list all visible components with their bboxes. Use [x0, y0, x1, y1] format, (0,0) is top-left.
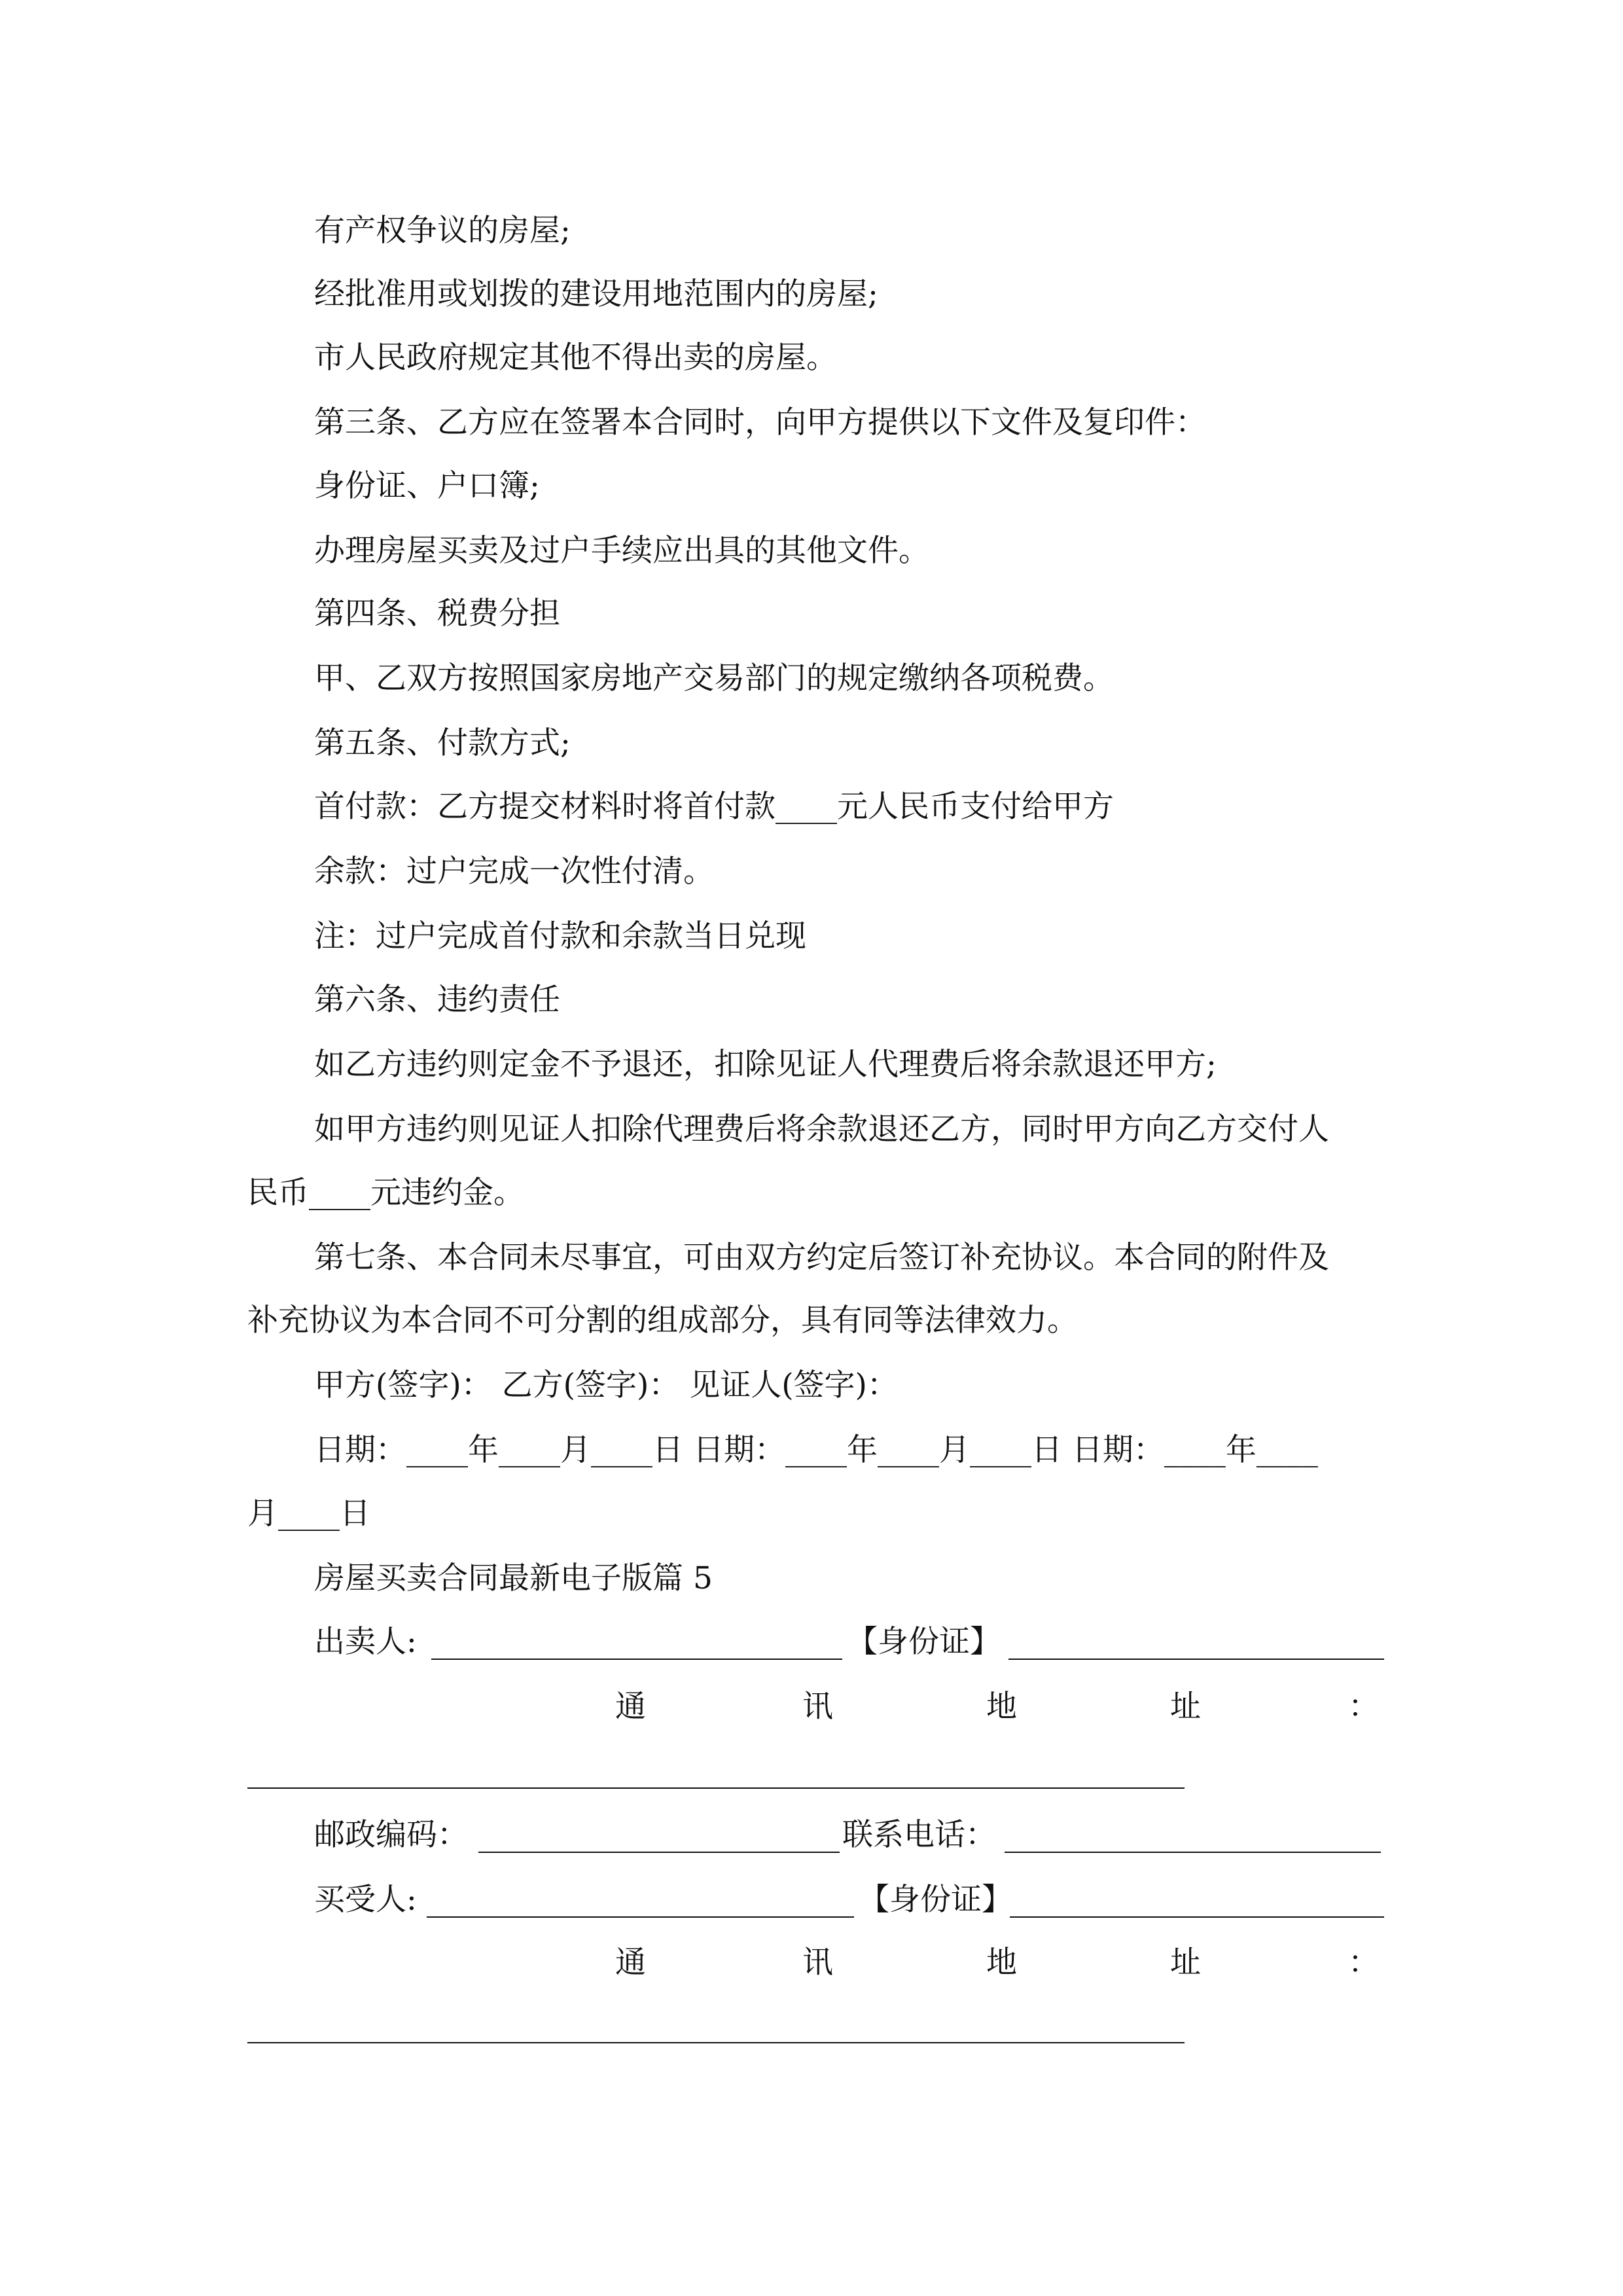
seller-id-field[interactable]	[1008, 1659, 1384, 1660]
seller-address-field[interactable]	[247, 1787, 1185, 1789]
buyer-address-char: 址	[1170, 1945, 1201, 1981]
seller-address-char: ：	[1348, 1689, 1379, 1725]
buyer-name-field[interactable]	[427, 1916, 854, 1918]
text-line: 市人民政府规定其他不得出卖的房屋。	[314, 340, 837, 376]
buyer-address-char: 通	[615, 1945, 646, 1981]
article-6-heading: 第六条、违约责任	[314, 982, 560, 1018]
text-line: 有产权争议的房屋;	[314, 213, 571, 249]
buyer-address-char: 讯	[802, 1945, 833, 1981]
text-line: 如乙方违约则定金不予退还，扣除见证人代理费后将余款退还甲方;	[314, 1047, 1217, 1083]
date-line-cont: 月____日	[247, 1496, 370, 1532]
buyer-address-char: 地	[986, 1945, 1017, 1981]
article-5-heading: 第五条、付款方式;	[314, 725, 571, 761]
buyer-address-char: ：	[1348, 1945, 1379, 1981]
text-line: 经批准用或划拨的建设用地范围内的房屋;	[314, 276, 878, 312]
signature-line: 甲方(签字)： 乙方(签字)： 见证人(签字)：	[314, 1367, 898, 1403]
text-line: 如甲方违约则见证人扣除代理费后将余款退还乙方，同时甲方向乙方交付人	[314, 1111, 1329, 1147]
article-4-heading: 第四条、税费分担	[314, 596, 560, 632]
text-line: 首付款：乙方提交材料时将首付款____元人民币支付给甲方	[314, 789, 1114, 825]
text-line: 补充协议为本合同不可分割的组成部分，具有同等法律效力。	[247, 1302, 1078, 1338]
seller-label: 出卖人:	[314, 1624, 417, 1660]
postcode-label: 邮政编码：	[314, 1817, 468, 1853]
section-title: 房屋买卖合同最新电子版篇 5	[314, 1560, 713, 1596]
seller-address-char: 讯	[802, 1689, 833, 1725]
text-line: 注：过户完成首付款和余款当日兑现	[314, 918, 806, 954]
article-7-text: 第七条、本合同未尽事宜，可由双方约定后签订补充协议。本合同的附件及	[314, 1240, 1329, 1276]
phone-label: 联系电话：	[842, 1817, 996, 1853]
seller-address-char: 通	[615, 1689, 646, 1725]
text-line: 民币____元违约金。	[247, 1175, 524, 1211]
buyer-label: 买受人:	[314, 1882, 417, 1918]
seller-name-field[interactable]	[431, 1659, 842, 1660]
seller-id-label: 【身份证】	[847, 1624, 1001, 1660]
date-line: 日期：____年____月____日 日期：____年____月____日 日期：____年____	[314, 1432, 1318, 1468]
seller-address-char: 地	[986, 1689, 1017, 1725]
seller-address-char: 址	[1170, 1689, 1201, 1725]
postcode-field[interactable]	[478, 1852, 840, 1853]
text-line: 余款：过户完成一次性付清。	[314, 853, 714, 889]
article-3-heading: 第三条、乙方应在签署本合同时，向甲方提供以下文件及复印件：	[314, 404, 1206, 440]
text-line: 身份证、户口簿;	[314, 468, 540, 504]
buyer-id-label: 【身份证】	[859, 1882, 1012, 1918]
phone-field[interactable]	[1005, 1852, 1381, 1853]
buyer-address-field[interactable]	[247, 2042, 1185, 2043]
buyer-id-field[interactable]	[1010, 1916, 1384, 1918]
text-line: 甲、乙双方按照国家房地产交易部门的规定缴纳各项税费。	[314, 660, 1114, 696]
text-line: 办理房屋买卖及过户手续应出具的其他文件。	[314, 533, 929, 569]
